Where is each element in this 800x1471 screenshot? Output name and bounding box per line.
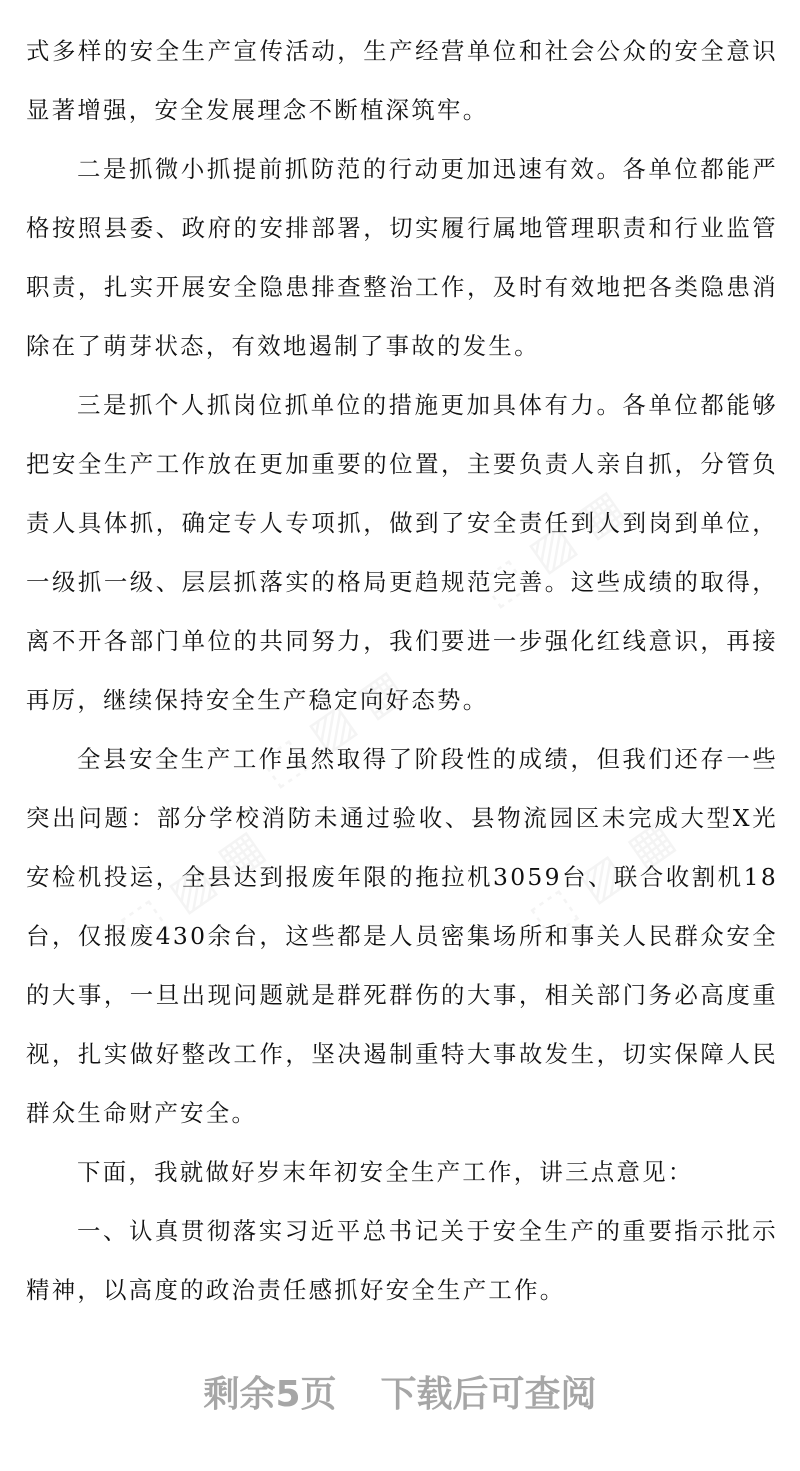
- paragraph-continuation: 式多样的安全生产宣传活动，生产经营单位和社会公众的安全意识显著增强，安全发展理念不断植深筑牢。: [26, 37, 778, 124]
- paragraph-section-one: 一、认真贯彻落实习近平总书记关于安全生产的重要指示批示精神，以高度的政治责任感抓好安全生产工作。: [26, 1217, 778, 1304]
- download-hint-label: 下载后可查阅: [380, 1374, 597, 1415]
- paragraph-problems: 全县安全生产工作虽然取得了阶段性的成绩，但我们还存一些突出问题：部分学校消防未通过验收、县物流园区未完成大型X光安检机投运，全县达到报废年限的拖拉机3059台、联合收割机18台，仅报废430余台，这些都是人员密集场所和事关人民群众安全的大事，一旦出现问题就是群死群伤的大事，相关部门务必高度重视，扎实做好整改工作，坚决遏制重特大事故发生，切实保障人民群众生命财产安全。: [26, 745, 778, 1127]
- paragraph-responsibility: 三是抓个人抓岗位抓单位的措施更加具体有力。各单位都能够把安全生产工作放在更加重要的位置，主要负责人亲自抓，分管负责人具体抓，确定专人专项抓，做到了安全责任到人到岗到单位，一级抓一级、层层抓落实的格局更趋规范完善。这些成绩的取得，离不开各部门单位的共同努力，我们要进一步强化红线意识，再接再厉，继续保持安全生产稳定向好态势。: [26, 391, 778, 714]
- paragraph-intro-opinions: 下面，我就做好岁末年初安全生产工作，讲三点意见：: [77, 1158, 694, 1186]
- remaining-pages-label: 剩余5页: [203, 1374, 337, 1415]
- document-body: [26, 22, 778, 1320]
- paragraph-prevention: 二是抓微小抓提前抓防范的行动更加迅速有效。各单位都能严格按照县委、政府的安排部署，切实履行属地管理职责和行业监管职责，扎实开展安全隐患排查整治工作，及时有效地把各类隐患消除在了萌芽状态，有效地遏制了事故的发生。: [26, 155, 778, 360]
- download-prompt[interactable]: [0, 1366, 800, 1426]
